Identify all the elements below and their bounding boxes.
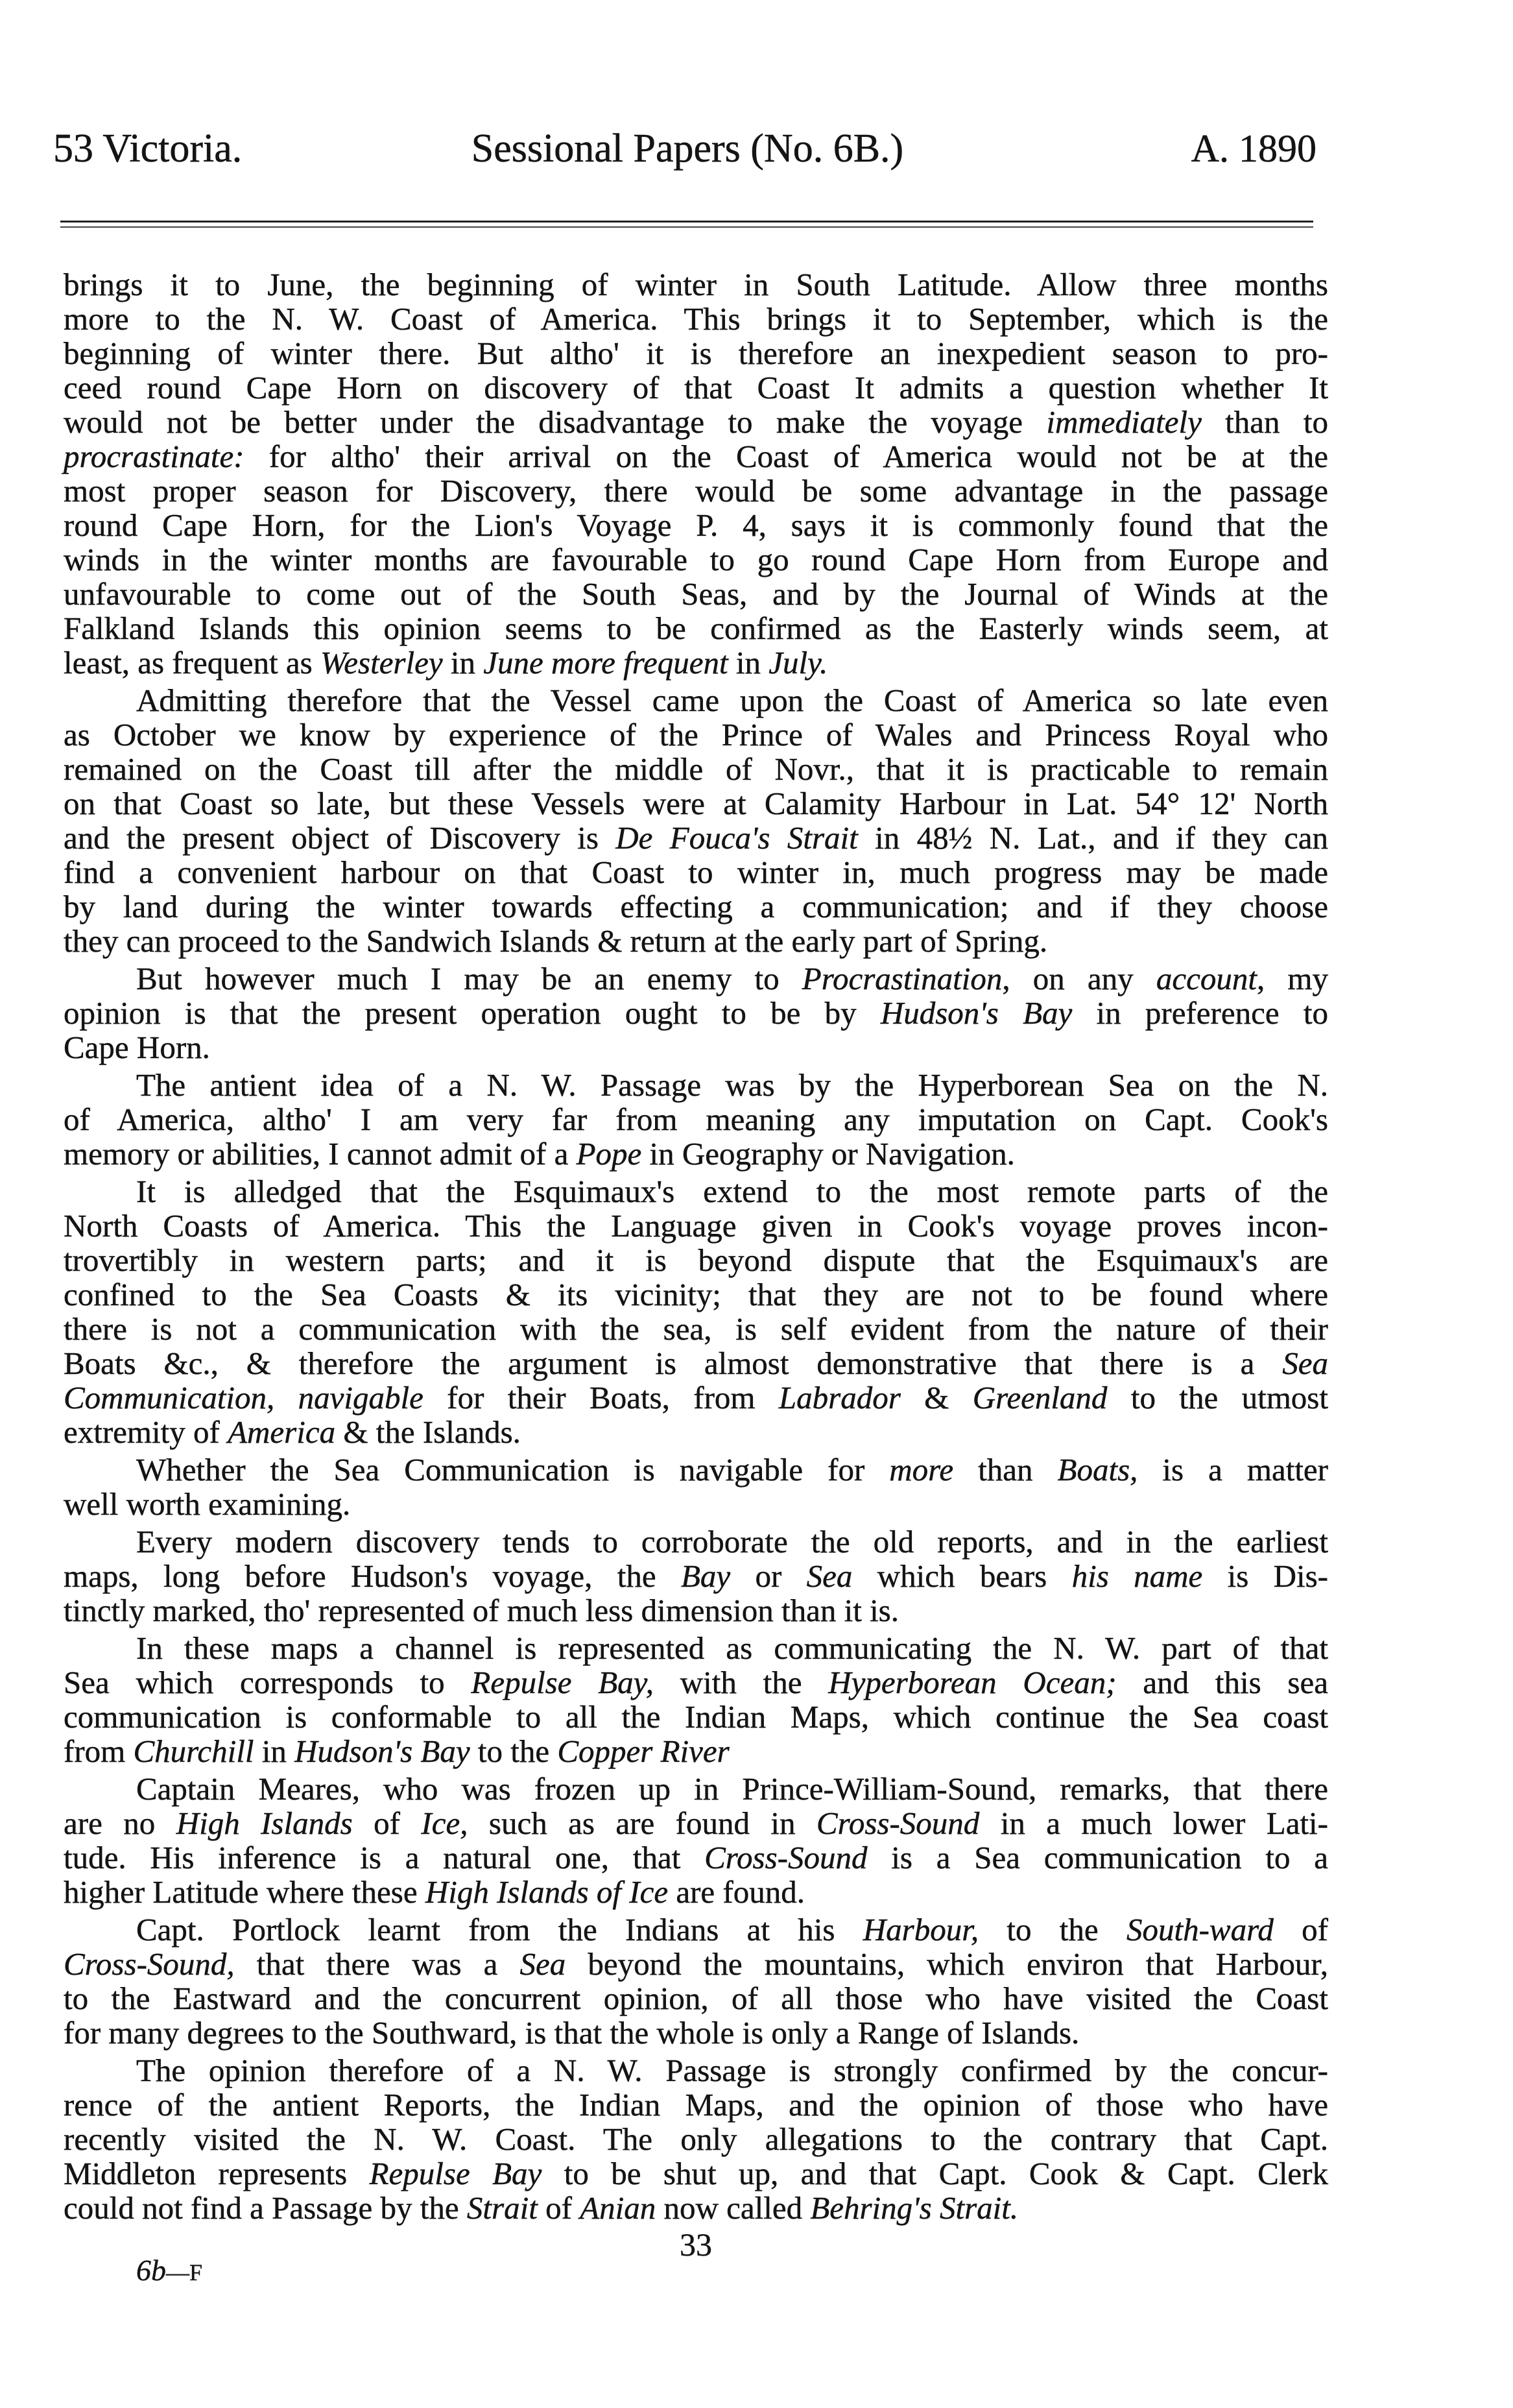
text-run: to the <box>979 1912 1126 1947</box>
text-line <box>64 2122 1328 2156</box>
paragraph <box>64 1174 1328 1449</box>
text-run: confined to the Sea Coasts & its vicinity; that they are not to be found where <box>64 1277 1328 1312</box>
text-run: that there was a <box>234 1946 520 1982</box>
text-line <box>64 2156 1328 2191</box>
text-run: of <box>1273 1912 1328 1947</box>
text-run: recently visited the N. W. Coast. The only allegations to the contrary that Capt. <box>64 2121 1328 2157</box>
text-run: of America, altho' I am very far from meaning any imputation on Capt. Cook's <box>64 1102 1328 1137</box>
text-line <box>64 1875 1328 1909</box>
paragraph <box>64 1068 1328 1171</box>
body-text <box>64 267 1328 2225</box>
text-run: than <box>953 1452 1058 1487</box>
text-run: maps, long before Hudson's voyage, the <box>64 1558 681 1594</box>
text-run: Sea which corresponds to <box>64 1665 471 1700</box>
text-line <box>64 889 1328 924</box>
text-line <box>64 855 1328 889</box>
text-run: by land during the winter towards effecting a communication; and if they choose <box>64 889 1328 924</box>
text-run: than to <box>1201 404 1328 440</box>
text-run: or <box>730 1558 807 1594</box>
text-line <box>64 1137 1328 1171</box>
paragraph <box>64 1772 1328 1909</box>
italic-text-run: Copper River <box>557 1733 730 1769</box>
text-run: now called <box>656 2190 811 2226</box>
text-line <box>64 1487 1328 1521</box>
italic-text-run: Cross-Sound <box>816 1805 980 1841</box>
text-line <box>64 1912 1328 1947</box>
italic-text-run: Ice, <box>421 1805 468 1841</box>
text-run: opinion is that the present operation ought to be by <box>64 995 881 1031</box>
text-run: It is alledged that the Esquimaux's extend to the most remote parts of the <box>136 1174 1328 1209</box>
text-line <box>64 1030 1328 1065</box>
text-run: there is not a communication with the sea, is self evident from the nature of their <box>64 1311 1328 1347</box>
text-line <box>64 1452 1328 1487</box>
year-label: A. 1890 <box>1191 127 1316 170</box>
text-run: trovertibly in western parts; and it is beyond dispute that the Esquimaux's are <box>64 1242 1328 1278</box>
italic-text-run: De Fouca's Strait <box>615 820 858 856</box>
text-run: tude. His inference is a natural one, that <box>64 1840 705 1875</box>
volume-label: 53 Victoria. <box>53 126 243 171</box>
text-run: and the present object of Discovery is <box>64 820 616 856</box>
text-run: memory or abilities, I cannot admit of a <box>64 1136 577 1172</box>
text-run: remained on the Coast till after the middle of Novr., that it is practicable to remain <box>64 751 1328 787</box>
paragraph <box>64 1631 1328 1768</box>
text-run: Falkland Islands this opinion seems to be confirmed as the Easterly winds seem, at <box>64 610 1328 646</box>
text-run: tinctly marked, tho' represented of much less dimension than it is. <box>64 1593 899 1628</box>
text-run: to the Eastward and the concurrent opinion, of all those who have visited the Coast <box>64 1981 1328 2016</box>
italic-text-run: account <box>1156 961 1257 996</box>
text-run: Capt. Portlock learnt from the Indians at his <box>136 1912 863 1947</box>
italic-text-run: Hudson's Bay <box>294 1733 470 1769</box>
text-run: would not be better under the disadvantage to make the voyage <box>64 404 1047 440</box>
text-line <box>64 961 1328 996</box>
italic-text-run: Strait <box>466 2190 538 2226</box>
text-line <box>64 1734 1328 1768</box>
text-run: as October we know by experience of the Prince of Wales and Princess Royal who <box>64 717 1328 752</box>
text-run: are found. <box>668 1874 805 1910</box>
italic-text-run: Pope <box>576 1136 642 1172</box>
page-number: 33 <box>680 2226 712 2263</box>
text-line <box>64 2016 1328 2050</box>
text-run: to the <box>470 1733 558 1769</box>
text-line <box>64 577 1328 611</box>
italic-text-run: Repulse Bay, <box>471 1665 654 1700</box>
text-run: , my <box>1256 961 1329 996</box>
text-run: most proper season for Discovery, there would be some advantage in the passage <box>64 473 1328 509</box>
italic-text-run: Sea <box>1282 1345 1328 1381</box>
text-line <box>64 786 1328 821</box>
text-line <box>64 1665 1328 1700</box>
text-run: communication is conformable to all the Indian Maps, which continue the Sea coast <box>64 1699 1328 1735</box>
text-line <box>64 1415 1328 1449</box>
paragraph <box>64 961 1328 1065</box>
italic-text-run: Repulse Bay <box>369 2156 542 2191</box>
text-run: winds in the winter months are favourable to go round Cape Horn from Europe and <box>64 542 1328 577</box>
text-run: could not find a Passage by the <box>64 2190 467 2226</box>
italic-text-run: Sea <box>519 1946 566 1982</box>
text-line <box>64 1346 1328 1380</box>
text-run: Boats &c., & therefore the argument is almost demonstrative that there is a <box>64 1345 1283 1381</box>
italic-text-run: more <box>889 1452 954 1487</box>
text-run: find a convenient harbour on that Coast to winter in, much progress may be made <box>64 854 1328 890</box>
text-run: on that Coast so late, but these Vessels were at Calamity Harbour in Lat. 54° 12' North <box>64 786 1328 821</box>
text-run: in Geography or Navigation. <box>641 1136 1015 1172</box>
text-line <box>64 1772 1328 1806</box>
text-line <box>64 2053 1328 2088</box>
italic-text-run: Hudson's Bay <box>880 995 1073 1031</box>
text-run: of <box>352 1805 422 1841</box>
italic-text-run: Greenland <box>972 1380 1108 1415</box>
text-run: for their Boats, from <box>423 1380 779 1415</box>
text-run: , on any <box>1002 961 1156 996</box>
italic-text-run: June more frequent <box>483 645 728 680</box>
text-line <box>64 645 1328 680</box>
text-run: to be shut up, and that Capt. Cook & Capt. Clerk <box>542 2156 1329 2191</box>
text-run: they can proceed to the Sandwich Islands & return at the early part of Spring. <box>64 923 1048 959</box>
text-line <box>64 267 1328 302</box>
italic-text-run: High Islands <box>176 1805 353 1841</box>
text-line <box>64 1209 1328 1243</box>
text-line <box>64 2088 1328 2122</box>
text-line <box>64 405 1328 439</box>
text-run: in <box>442 645 484 680</box>
italic-text-run: his name <box>1071 1558 1203 1594</box>
text-run: in preference to <box>1072 995 1328 1031</box>
text-line <box>64 683 1328 717</box>
italic-text-run: Harbour, <box>863 1912 979 1947</box>
italic-text-run: Communication, navigable <box>64 1380 423 1415</box>
text-run: round Cape Horn, for the Lion's Voyage P. 4, says it is commonly found that the <box>64 507 1328 543</box>
paragraph <box>64 2053 1328 2225</box>
running-title: Sessional Papers (No. 6B.) <box>471 126 904 171</box>
text-line <box>64 717 1328 752</box>
text-line <box>64 1947 1328 1981</box>
text-run: in 48½ N. Lat., and if they can <box>857 820 1328 856</box>
text-run: Every modern discovery tends to corroborate the old reports, and in the earliest <box>136 1524 1328 1559</box>
italic-text-run: Boats, <box>1057 1452 1138 1487</box>
text-run: The opinion therefore of a N. W. Passage is strongly confirmed by the concur- <box>136 2053 1328 2088</box>
text-line <box>64 752 1328 786</box>
text-run: in <box>728 645 769 680</box>
text-line <box>64 1380 1328 1415</box>
text-run: and this sea <box>1116 1665 1328 1700</box>
signature-number: 6b <box>136 2254 166 2287</box>
text-run: & <box>900 1380 973 1415</box>
italic-text-run: procrastinate: <box>64 439 244 474</box>
text-line <box>64 508 1328 542</box>
text-run: well worth examining. <box>64 1486 351 1522</box>
signature-mark <box>136 2254 202 2289</box>
header-double-rule <box>60 221 1313 228</box>
text-line <box>64 1174 1328 1209</box>
text-run: unfavourable to come out of the South Seas, and by the Journal of Winds at the <box>64 576 1328 612</box>
text-run: & the Islands. <box>335 1414 521 1450</box>
text-run: in <box>254 1733 295 1769</box>
text-run: higher Latitude where these <box>64 1874 425 1910</box>
text-run: North Coasts of America. This the Language given in Cook's voyage proves incon- <box>64 1208 1328 1244</box>
text-run: beginning of winter there. But altho' it is therefore an inexpedient season to pro- <box>64 335 1328 371</box>
text-line <box>64 1524 1328 1559</box>
italic-text-run: High Islands of Ice <box>425 1874 669 1910</box>
text-line <box>64 1631 1328 1665</box>
text-line <box>64 1593 1328 1628</box>
text-line <box>64 1840 1328 1875</box>
text-run: of <box>537 2190 580 2226</box>
text-run: more to the N. W. Coast of America. This brings it to September, which is the <box>64 301 1328 337</box>
italic-text-run: Cross-Sound, <box>64 1946 235 1982</box>
text-line <box>64 542 1328 577</box>
text-run: with the <box>653 1665 829 1700</box>
paragraph <box>64 267 1328 680</box>
italic-text-run: Cross-Sound <box>704 1840 868 1875</box>
text-line <box>64 1700 1328 1734</box>
text-line <box>64 1312 1328 1346</box>
text-run: for altho' their arrival on the Coast of America would not be at the <box>244 439 1328 474</box>
text-line <box>64 1806 1328 1840</box>
text-run: extremity of <box>64 1414 228 1450</box>
text-line <box>64 996 1328 1030</box>
text-run: rence of the antient Reports, the Indian Maps, and the opinion of those who have <box>64 2087 1328 2123</box>
italic-text-run: Bay <box>680 1558 731 1594</box>
text-run: Cape Horn. <box>64 1029 210 1065</box>
italic-text-run: Procrastination <box>802 961 1003 996</box>
italic-text-run: Labrador <box>778 1380 901 1415</box>
italic-text-run: America <box>228 1414 336 1450</box>
text-run: Captain Meares, who was frozen up in Prince-William-Sound, remarks, that there <box>136 1771 1328 1807</box>
text-line <box>64 1277 1328 1312</box>
text-run: ceed round Cape Horn on discovery of that Coast It admits a question whether It <box>64 370 1328 405</box>
text-line <box>64 1559 1328 1593</box>
text-run: In these maps a channel is represented as communicating the N. W. part of that <box>136 1630 1328 1666</box>
text-line <box>64 1102 1328 1137</box>
text-run: But however much I may be an enemy to <box>136 961 802 996</box>
text-line <box>64 336 1328 370</box>
italic-text-run: Sea <box>806 1558 853 1594</box>
text-run: is a matter <box>1138 1452 1328 1487</box>
italic-text-run: Westerley <box>320 645 443 680</box>
text-line <box>64 1068 1328 1102</box>
text-run: Middleton represents <box>64 2156 370 2191</box>
text-run: are no <box>64 1805 176 1841</box>
italic-text-run: Hyperborean Ocean; <box>828 1665 1117 1700</box>
text-line <box>64 1243 1328 1277</box>
text-line <box>64 474 1328 508</box>
text-run: beyond the mountains, which environ that Harbour, <box>566 1946 1329 1982</box>
text-line <box>64 1981 1328 2016</box>
text-line <box>64 302 1328 336</box>
text-run: least, as frequent as <box>64 645 320 680</box>
text-run: Admitting therefore that the Vessel came upon the Coast of America so late even <box>136 682 1328 718</box>
text-run: to the utmost <box>1107 1380 1328 1415</box>
text-line <box>64 611 1328 645</box>
italic-text-run: Behring's Strait. <box>810 2190 1019 2226</box>
text-run: such as are found in <box>468 1805 816 1841</box>
italic-text-run: South-ward <box>1126 1912 1274 1947</box>
italic-text-run: immediately <box>1046 404 1202 440</box>
text-run: is a Sea communication to a <box>867 1840 1329 1875</box>
text-run: which bears <box>852 1558 1072 1594</box>
paragraph <box>64 1912 1328 2050</box>
paragraph <box>64 683 1328 958</box>
text-run: The antient idea of a N. W. Passage was by the Hyperborean Sea on the N. <box>136 1067 1328 1103</box>
paragraph <box>64 1452 1328 1521</box>
italic-text-run: July. <box>768 645 828 680</box>
text-run: is Dis- <box>1202 1558 1329 1594</box>
italic-text-run: Churchill <box>133 1733 254 1769</box>
text-line <box>64 924 1328 958</box>
text-run: from <box>64 1733 134 1769</box>
text-run: brings it to June, the beginning of winter in South Latitude. Allow three months <box>64 267 1328 302</box>
text-line <box>64 439 1328 474</box>
text-run: in a much lower Lati- <box>979 1805 1328 1841</box>
text-line <box>64 821 1328 855</box>
signature-letter: —F <box>166 2259 203 2285</box>
italic-text-run: Anian <box>580 2190 656 2226</box>
text-run: for many degrees to the Southward, is that the whole is only a Range of Islands. <box>64 2015 1080 2051</box>
paragraph <box>64 1524 1328 1628</box>
text-line <box>64 370 1328 405</box>
text-run: Whether the Sea Communication is navigable for <box>136 1452 890 1487</box>
text-line <box>64 2191 1328 2225</box>
